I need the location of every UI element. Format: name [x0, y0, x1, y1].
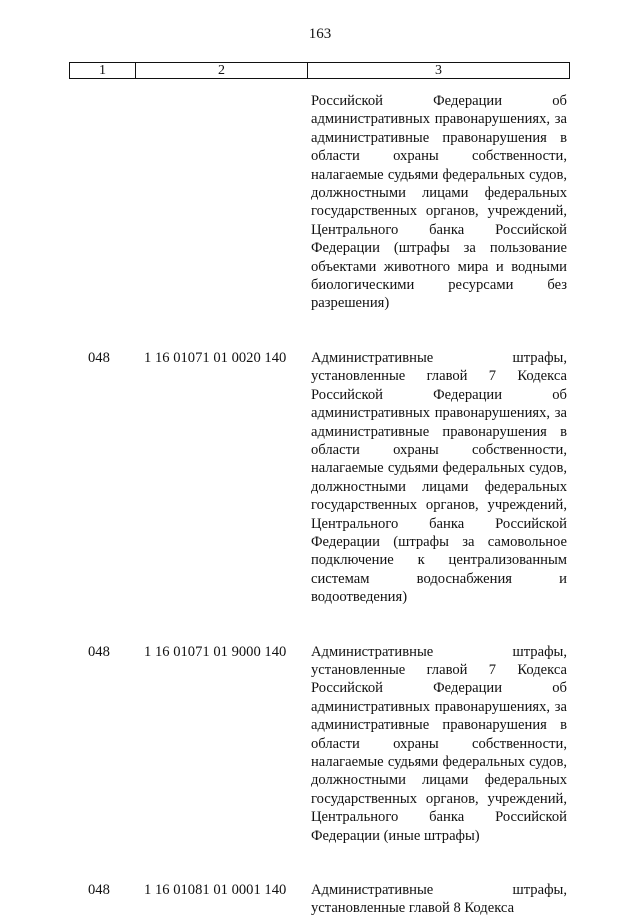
kbk-code: 1 16 01071 01 9000 140 [144, 643, 287, 660]
description-text: Российской Федерации об административных правонарушениях, за административные правонарушения в области охраны собственности, налагаемые судьями федеральных судов, должностными лицами федеральных государственных органов, учреждений, Центрального банка Российской Федерации (штрафы за пользование объектами животного мира и водными биологическими ресурсами без разрешения) [311, 93, 567, 312]
column-header-1: 1 [70, 63, 136, 79]
table-row [0, 92, 640, 313]
table-row [0, 349, 640, 607]
admin-code: 048 [88, 643, 110, 660]
column-header-table [69, 62, 570, 79]
page-number: 163 [308, 26, 332, 42]
column-header-2: 2 [136, 63, 308, 79]
kbk-code: 1 16 01071 01 0020 140 [144, 349, 287, 366]
table-row [0, 881, 640, 918]
table-row [0, 643, 640, 845]
column-header-row [70, 63, 570, 79]
description-text: Административные штрафы, установленные главой 8 Кодекса [311, 882, 567, 917]
description-text: Административные штрафы, установленные главой 7 Кодекса Российской Федерации об административных правонарушениях, за административные правонарушения в области охраны собственности, налагаемые судьями федеральных судов, должностными лицами федеральных государственных органов, учреждений, Центрального банка Российской Федерации (штрафы за самовольное подключение к централизованным системам водоснабжения и водоотведения) [311, 349, 567, 606]
kbk-code: 1 16 01081 01 0001 140 [144, 882, 287, 899]
column-header-3: 3 [308, 63, 570, 79]
admin-code: 048 [88, 882, 110, 899]
admin-code: 048 [88, 349, 110, 366]
table-body [0, 92, 640, 918]
description-text: Административные штрафы, установленные главой 7 Кодекса Российской Федерации об административных правонарушениях, за административные правонарушения в области охраны собственности, налагаемые судьями федеральных судов, должностными лицами федеральных государственных органов, учреждений, Центрального банка Российской Федерации (иные штрафы) [311, 643, 567, 844]
